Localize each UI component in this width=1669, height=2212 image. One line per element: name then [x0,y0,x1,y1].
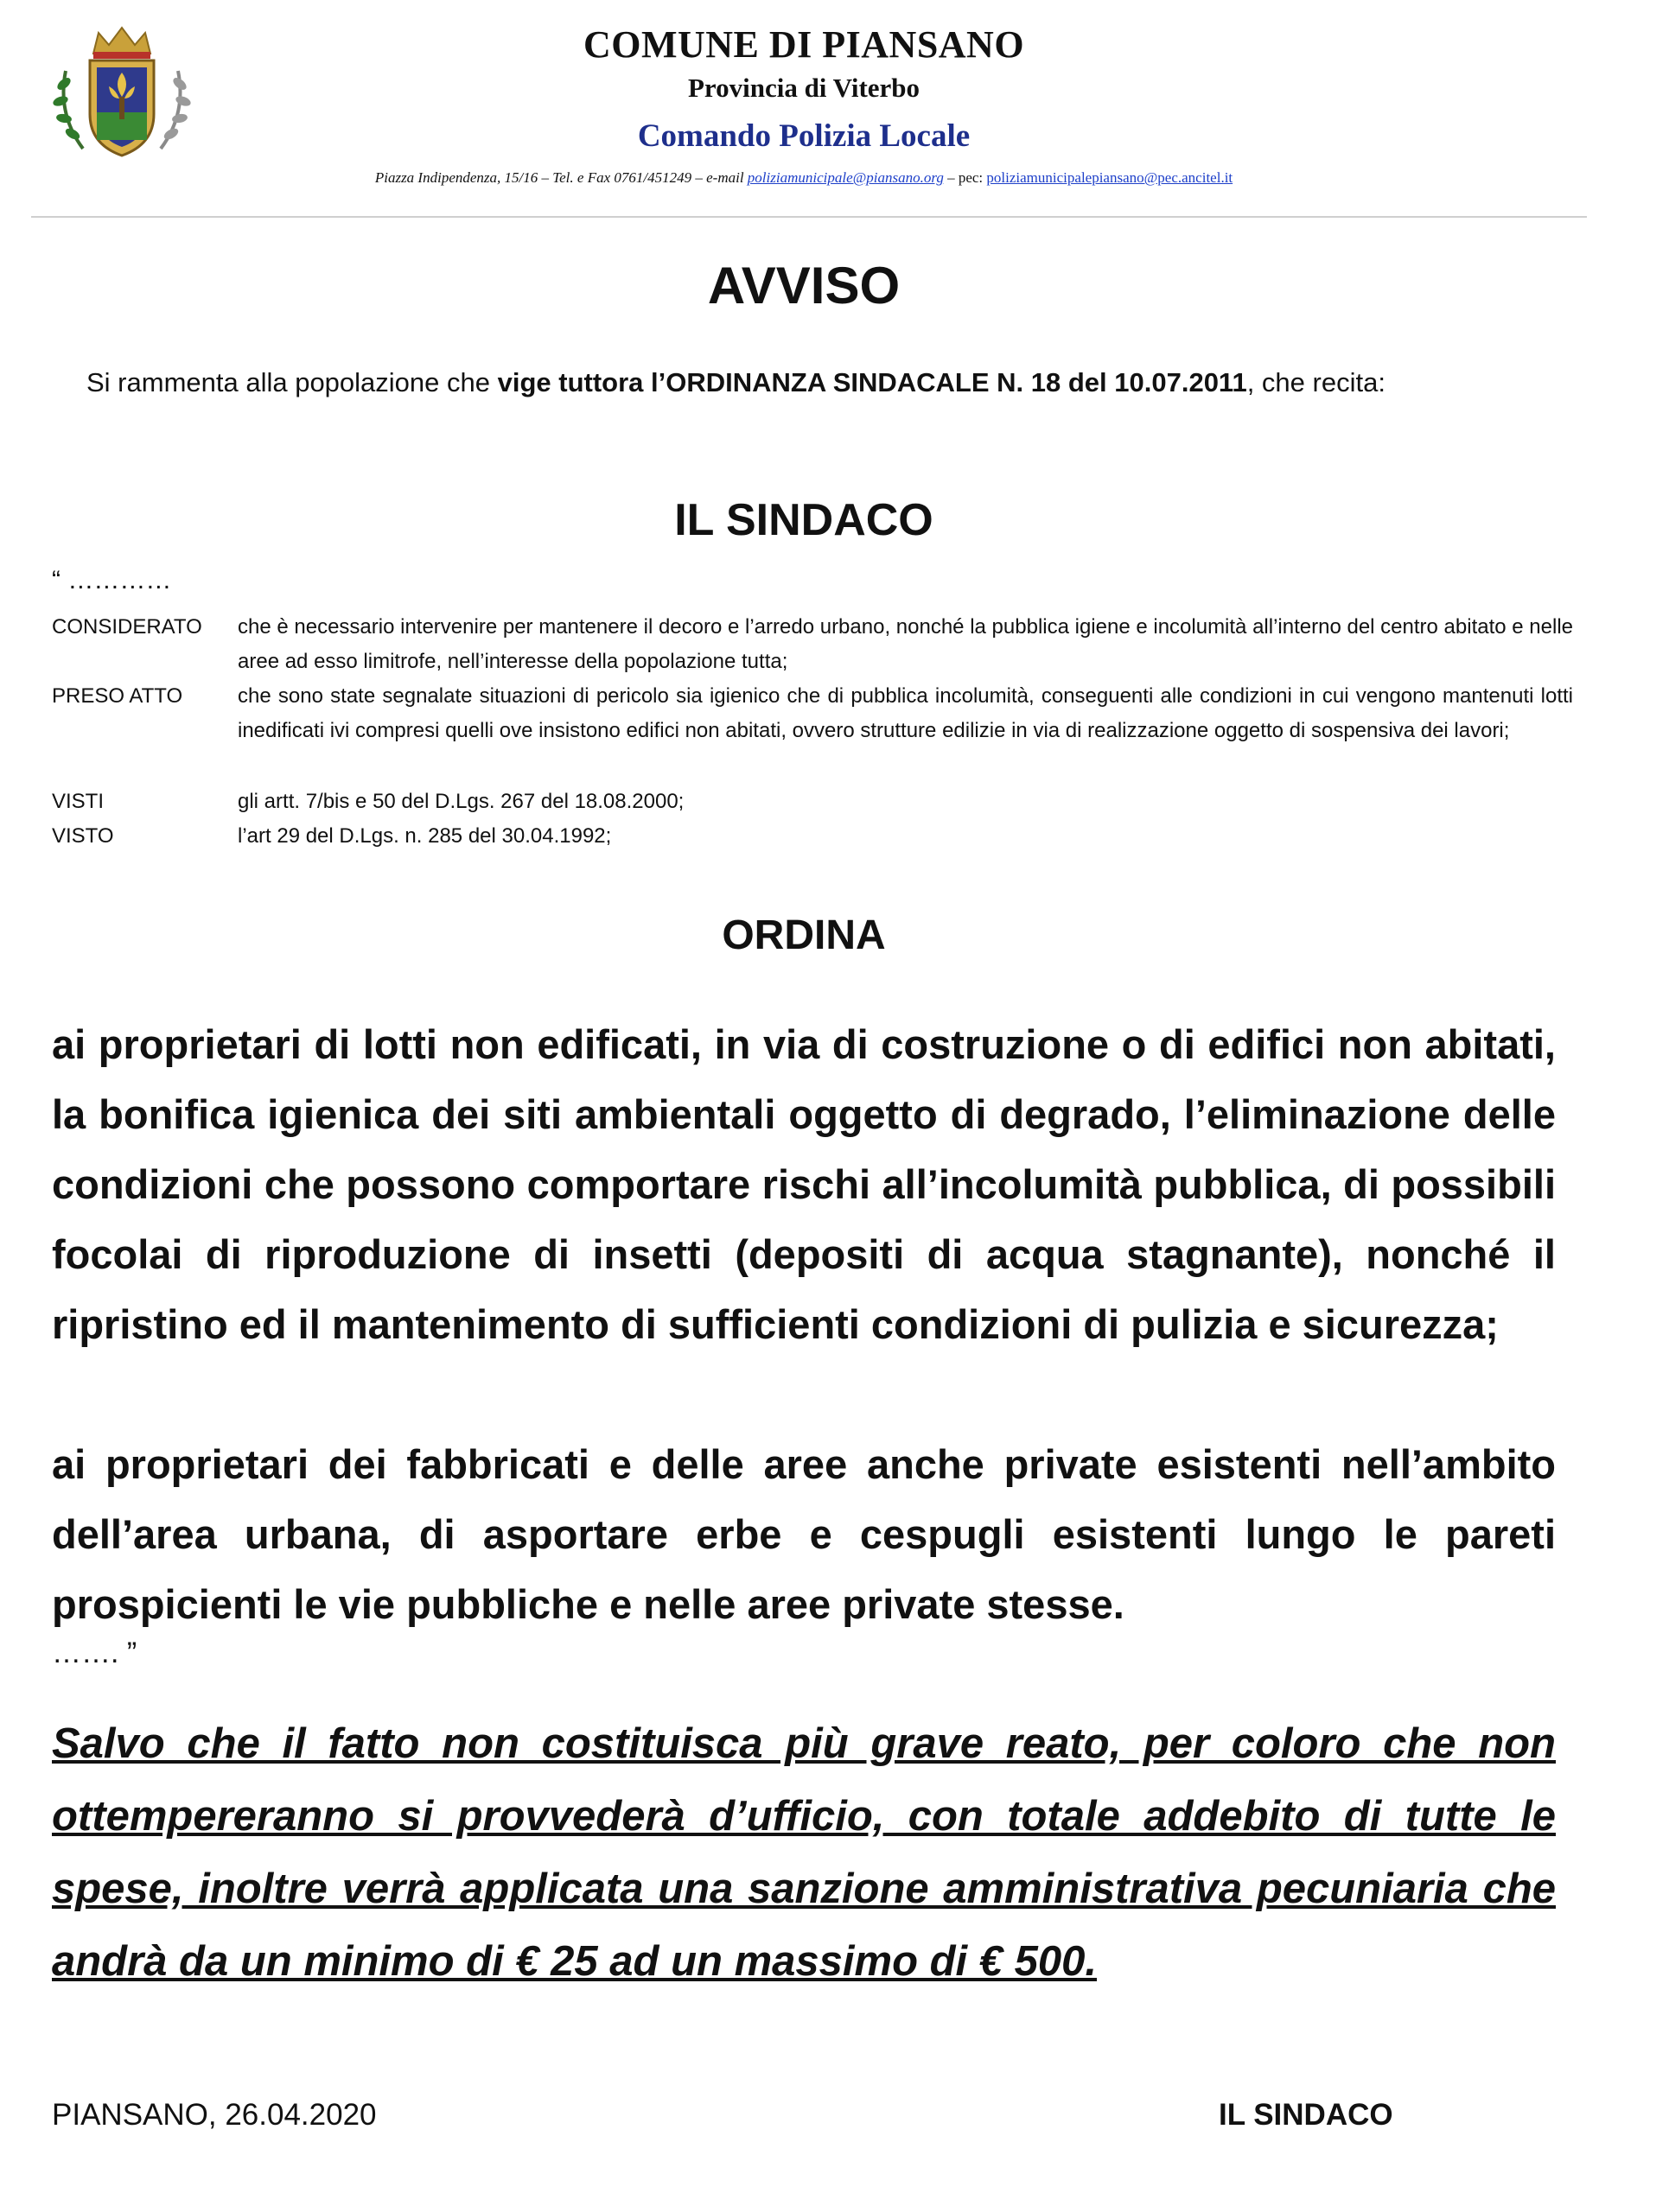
signature: IL SINDACO [1219,2098,1393,2132]
quote-close: ……. ” [52,1637,137,1669]
province-name: Provincia di Viterbo [687,73,920,103]
pec-link[interactable]: poliziamunicipalepiansano@pec.ancitel.it [986,169,1233,186]
premise-text: che è necessario intervenire per mantenere il decoro e l’arredo urbano, nonché la pubblica igiene e incolumità all’interno del centro abitato e nelle aree ad esso limitrofe, nell’interesse della popolazione tutta; [238,615,1573,673]
issuer-heading: IL SINDACO [674,495,933,545]
order-paragraph: ai proprietari di lotti non edificati, in via di costruzione o di edifici non abitati, la bonifica igienica dei siti ambientali oggetto di degrado, l’eliminazione delle condizioni che possono comportare rischi all’incolumità pubblica, di possibili focolai di riproduzione di insetti (depositi di acqua stagnante), nonché il ripristino ed il mantenimento di sufficienti condizioni di pulizia e sicurezza; [52,1021,1556,1347]
premise-label: CONSIDERATO [52,615,202,639]
command-name: Comando Polizia Locale [637,118,971,154]
header-divider [31,216,1587,218]
premise-text: gli artt. 7/bis e 50 del D.Lgs. 267 del 18.08.2000; [238,790,685,813]
quote-open: “ ………… [52,566,172,594]
contact-line [259,169,1348,187]
order-heading: ORDINA [722,912,886,958]
place-date: PIANSANO, 26.04.2020 [52,2098,377,2132]
notice-title: AVVISO [707,257,901,315]
intro-pre: Si rammenta alla popolazione che [86,367,498,397]
intro-post: , che recita: [1246,367,1386,397]
order-paragraph: ai proprietari dei fabbricati e delle aree anche private esistenti nell’ambito dell’area urbana, di asportare erbe e cespugli esistenti lungo le pareti prospicienti le vie pubbliche e nelle aree private stesse. [52,1441,1556,1627]
address-text: Piazza Indipendenza, 15/16 – Tel. e Fax 0761/451249 – e-mail [374,169,748,186]
notice-intro [86,367,1386,398]
premise-label: VISTI [52,790,105,813]
premise-label: VISTO [52,824,114,848]
pec-label: – pec: [943,169,987,186]
premise-label: PRESO ATTO [52,684,183,708]
email-link[interactable]: poliziamunicipale@piansano.org [747,169,944,186]
premise-text: l’art 29 del D.Lgs. n. 285 del 30.04.1992; [238,824,612,848]
intro-ordinance-ref: vige tuttora l’ORDINANZA SINDACALE N. 18 del 10.07.2011 [497,367,1247,397]
municipality-name: COMUNE DI PIANSANO [583,23,1025,66]
premise-text: che sono state segnalate situazioni di pericolo sia igienico che di pubblica incolumità, conseguenti alle condizioni in cui vengono mantenuti lotti inedificati ivi compresi quelli ove insistono edifici non abitati, ovvero strutture edilizie in via di realizzazione oggetto di sospensiva dei lavori; [238,684,1573,742]
sanction-paragraph: Salvo che il fatto non costituisca più grave reato, per coloro che non ottempereranno si provvederà d’ufficio, con totale addebito di tutte le spese, inoltre verrà applicata una sanzione amministrativa pecuniaria che andrà da un minimo di € 25 ad un massimo di € 500. [52,1720,1556,1985]
coat-of-arms-icon [48,19,195,162]
